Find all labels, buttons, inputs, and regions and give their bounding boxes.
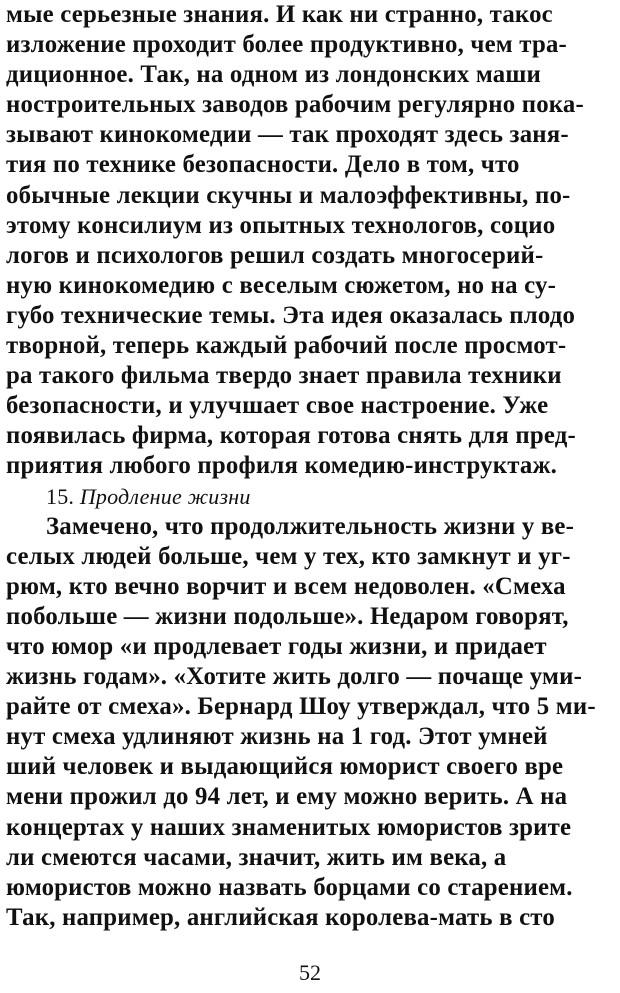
text-line: побольше — жизни подольше». Недаром говорят, [6,602,569,630]
text-line: логов и психологов решил создать многосерий- [6,241,544,269]
text-line: ную кинокомедию с веселым сюжетом, но на су- [6,271,557,299]
text-line: приятия любого профиля комедию-инструктаж. [6,452,558,480]
text-line: юмористов можно назвать борцами со старением. [6,873,573,901]
text-line: нут смеха удлиняют жизнь на 1 год. Этот умней [6,723,548,751]
body-text [6,0,618,933]
text-line: ли смеются часами, значит, жить им века, а [6,843,507,871]
text-line: обычные лекции скучны и малоэффективны, по- [6,181,571,209]
text-line: изложение проходит более продуктивно, чем тра- [6,31,568,59]
text-line: ра такого фильма твердо знает правила техники [6,362,562,390]
text-line: Так, например, английская королева-мать в сто [6,903,555,931]
text-line: диционное. Так, на одном из лондонских маши [6,61,542,89]
text-line: концертах у наших знаменитых юмористов зрите [6,813,572,841]
text-line: зывают кинокомедии — так проходят здесь заня- [6,121,569,149]
page-number: 52 [299,960,321,985]
section-number: 15. [46,483,75,509]
text-line: что юмор «и продлевает годы жизни, и придает [6,632,547,660]
text-line: рюм, кто вечно ворчит и всем недоволен. «Смеха [6,572,566,600]
text-line: безопасности, и улучшает свое настроение. Уже [6,392,549,420]
text-line: губо технические темы. Эта идея оказалась плодо [6,301,576,329]
text-line: творной, теперь каждый рабочий после просмот- [6,332,567,360]
text-line: райте от смеха». Бернард Шоу утверждал, что 5 ми- [6,693,596,721]
text-line: Замечено, что продолжительность жизни у ве- [46,512,575,540]
text-line: появилась фирма, которая готова снять для пред- [6,422,576,450]
text-line: ностроительных заводов рабочим регулярно пока- [6,91,584,119]
text-line: тия по технике безопасности. Дело в том, что [6,151,520,179]
text-line: этому консилиум из опытных технологов, социо [6,211,556,239]
section-title: Продление жизни [79,483,251,509]
text-line: селых людей больше, чем у тех, кто замкнут и уг- [6,542,571,570]
text-line: мени прожил до 94 лет, и ему можно верить. А на [6,783,568,811]
text-line: ший человек и выдающийся юморист своего вре [6,753,564,781]
text-line: мые серьезные знания. И как ни странно, такос [6,1,553,28]
text-line: жизнь годам». «Хотите жить долго — почаще уми- [6,663,583,691]
section-heading [6,482,618,512]
